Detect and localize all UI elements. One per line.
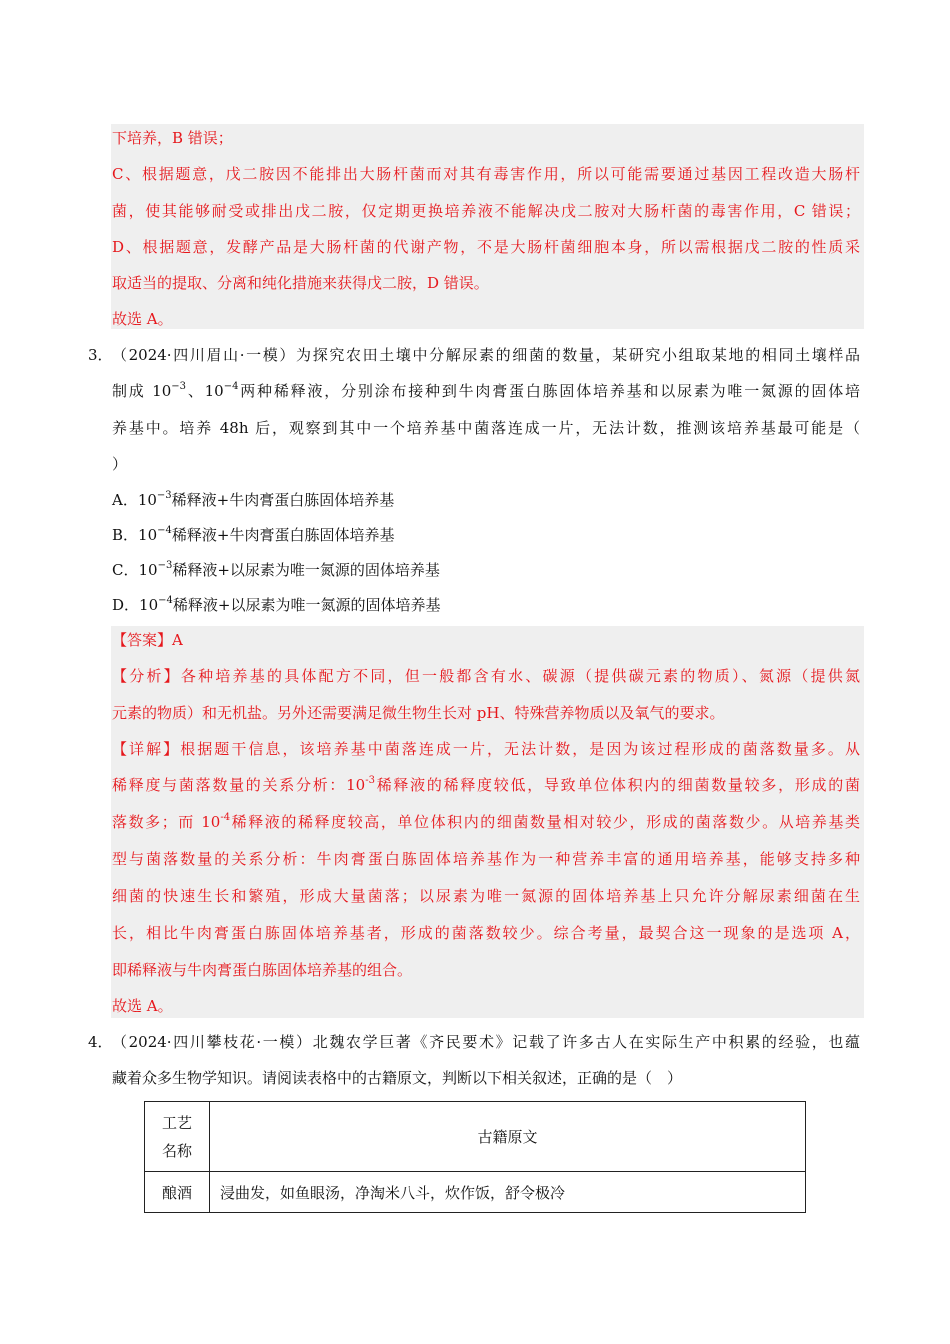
question-stem: （2024·四川眉山·一模）为探究农田土壤中分解尿素的细菌的数量，某研究小组取某地的相同土壤样品 <box>112 346 860 364</box>
table-header-row <box>145 1102 806 1172</box>
question-stem: （2024·四川攀枝花·一模）北魏农学巨著《齐民要术》记载了许多古人在实际生产中积累的经验，也蕴 <box>112 1033 860 1051</box>
option-a: A．$10^{-3}$稀释液+牛肉膏蛋白胨固体培养基 <box>112 490 395 509</box>
explanation-line: C、根据题意，戊二胺因不能排出大肠杆菌而对其有毒害作用，所以可能需要通过基因工程改造大肠杆 <box>112 165 860 183</box>
explanation-line: 菌，使其能够耐受或排出戊二胺，仅定期更换培养液不能解决戊二胺对大肠杆菌的毒害作用，C 错误； <box>112 202 860 220</box>
explanation-shade-top <box>111 124 864 329</box>
table-cell: 浸曲发，如鱼眼汤，净淘米八斗，炊作饭，舒令极冷 <box>210 1172 806 1213</box>
detail-line: 落数多；而 $10^{-4}$稀释液的稀释度较高，单位体积内的细菌数量相对较少，形成的菌落数少。从培养基类 <box>112 812 860 831</box>
explanation-line: 取适当的提取、分离和纯化措施来获得戊二胺，D 错误。 <box>112 274 489 292</box>
question-stem: 藏着众多生物学知识。请阅读表格中的古籍原文，判断以下相关叙述，正确的是（ ） <box>112 1069 683 1087</box>
explanation-line: D、根据题意，发酵产品是大肠杆菌的代谢产物，不是大肠杆菌细胞本身，所以需根据戊二胺的性质采 <box>112 238 860 256</box>
detail-line: 细菌的快速生长和繁殖，形成大量菌落；以尿素为唯一氮源的固体培养基上只允许分解尿素细菌在生 <box>112 887 860 905</box>
question-number: 3． <box>88 346 113 364</box>
question-number: 4． <box>88 1033 113 1051</box>
detail-tag: 【详解】 <box>112 740 181 758</box>
question-stem: ） <box>112 455 128 473</box>
option-b: B．$10^{-4}$稀释液+牛肉膏蛋白胨固体培养基 <box>112 525 395 544</box>
detail-line: 【详解】根据题干信息，该培养基中菌落连成一片，无法计数，是因为该过程形成的菌落数量多。从 <box>112 740 860 758</box>
option-c: C．$10^{-3}$稀释液+以尿素为唯一氮源的固体培养基 <box>112 560 440 579</box>
source-table <box>144 1101 806 1213</box>
detail-line: 长，相比牛肉膏蛋白胨固体培养基者，形成的菌落数较少。综合考量，最契合这一现象的是选项 A， <box>112 924 860 942</box>
answer-tag: 【答案】 <box>112 631 173 649</box>
answer-value: A <box>172 631 183 649</box>
analysis-line: 【分析】各种培养基的具体配方不同，但一般都含有水、碳源（提供碳元素的物质）、氮源（提供氮 <box>112 667 860 685</box>
detail-line: 稀释度与菌落数量的关系分析：$10^{-3}$稀释液的稀释度较低，导致单位体积内的细菌数量较多，形成的菌 <box>112 775 860 794</box>
detail-line: 即稀释液与牛肉膏蛋白胨固体培养基的组合。 <box>112 961 413 979</box>
table-header-cell: 工艺 名称 <box>145 1102 210 1172</box>
option-d: D．$10^{-4}$稀释液+以尿素为唯一氮源的固体培养基 <box>112 595 441 614</box>
explanation-line: 下培养，B 错误； <box>112 129 233 147</box>
question-stem: 养基中。培养 48h 后，观察到其中一个培养基中菌落连成一片，无法计数，推测该培养基最可能是（ <box>112 419 860 437</box>
conclusion-line: 故选 A。 <box>112 310 173 328</box>
detail-line: 型与菌落数量的关系分析：牛肉膏蛋白胨固体培养基作为一种营养丰富的通用培养基，能够支持多种 <box>112 850 860 868</box>
table-row <box>145 1172 806 1213</box>
table-header-cell: 古籍原文 <box>210 1102 806 1172</box>
conclusion-line: 故选 A。 <box>112 997 173 1015</box>
answer-line <box>112 630 183 650</box>
analysis-tag: 【分析】 <box>112 667 181 685</box>
analysis-line: 元素的物质）和无机盐。另外还需要满足微生物生长对 pH、特殊营养物质以及氧气的要求。 <box>112 704 725 722</box>
table-cell: 酿酒 <box>145 1172 210 1213</box>
question-stem: 制成 $10^{-3}$、$10^{-4}$两种稀释液，分别涂布接种到牛肉膏蛋白胨固体培养基和以尿素为唯一氮源的固体培 <box>112 381 860 400</box>
